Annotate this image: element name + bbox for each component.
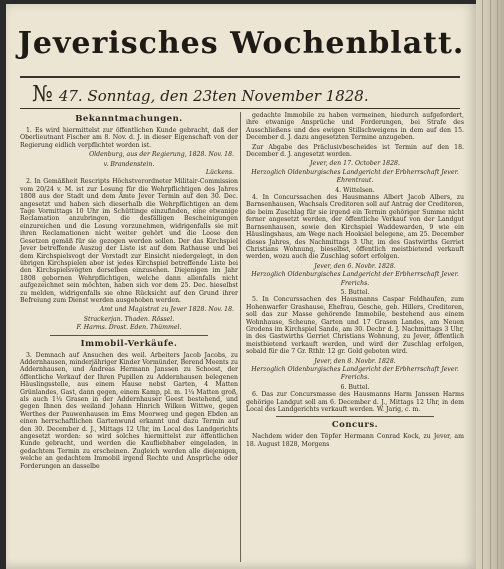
notice-paragraph: gedachte Immobile zu haben vermeinen, hiedurch aufgefordert, ihre etwanige Ansprüche und Forderungen, bei Strafe des Ausschließens und des ewigen Stillschweigens in dem auf den 15. December d. J. dazu angesetzten Termine anzugeben.	[246, 112, 464, 142]
notice-paragraph: Nachdem wider den Töpfer Hermann Conrad Kock, zu Jever, am 18. August 1828, Morgens	[246, 433, 464, 448]
page-edge	[476, 0, 504, 569]
notice-signature-name: Ehrentraut.	[336, 177, 374, 185]
right-column	[246, 112, 464, 450]
notice-paragraph: 6. Das zur Concursmasse des Hausmanns Harm Janssen Harms gehörige Landgut soll am 6. December d. J., Mittags 12 Uhr, in dem Local des Landgerichts verkauft werden. W. Jarig, c. m.	[246, 391, 464, 414]
section-heading-property-sales: Immobil-Verkäufe.	[80, 338, 178, 349]
notice-signature: Amt und Magistrat zu Jever 1828. Nov. 18.	[99, 306, 234, 314]
notice-signature-name: v. Brandenstein.	[103, 160, 155, 168]
notice-signature: Jever, den 8. Novbr. 1828.	[314, 357, 396, 365]
section-separator	[50, 335, 208, 336]
notice-signature: Oldenburg, aus der Regierung, 1828. Nov. 18.	[89, 151, 234, 159]
page-edge-line	[497, 0, 498, 569]
section-heading-announcements: Bekanntmachungen.	[75, 114, 183, 124]
page-edge-line	[490, 0, 491, 569]
issue-line	[32, 82, 462, 107]
notice-signature-name: Frerichs.	[340, 374, 370, 382]
court-name: Herzoglich Oldenburgisches Landgericht der Erbherrschaft Jever.	[251, 271, 459, 279]
issue-date: 47. Sonntag, den 23ten November 1828.	[58, 87, 369, 105]
notice-paragraph: Zur Abgabe des Präclusivbescheides ist Termin auf den 18. December d. J. angesetzt worden.	[246, 143, 464, 159]
notice-number: 5. Buttel.	[340, 288, 370, 296]
left-column	[20, 112, 238, 472]
notice-signature-name: Frerichs.	[340, 279, 370, 287]
notice-signature-name: Strackerjan. Thaden. Rössel.	[83, 315, 175, 323]
court-name: Herzoglich Oldenburgisches Landgericht der Erbherrschaft Jever.	[251, 168, 459, 176]
court-name: Herzoglich Oldenburgisches Landgericht der Erbherrschaft Jever.	[251, 366, 459, 373]
notice-number: 4. Wittelsen.	[335, 186, 375, 194]
notice-paragraph: 2. In Gemäßheit Rescripts Höchstverordneter Militair-Commission vom 20/24 v. M. ist zur Losung für die Wehrpflichtigen des Jahres 1808 aus der Stadt und dem Amte Jever Termin auf den 30. Dec. angesetzt und haben sich dieserhalb die Wehrpflichtigen an dem Tage Vormittags 10 Uhr im Schüttinge einzufinden, eine etwanige Reclamation anzubringen, die desfälligen Bescheinigungen einzureichen und die Losung vorzunehmen, widrigenfalls sie mit ihren Reclamationen nicht weiter gehört und die Loose den Gesetzen gemäß für sie gezogen werden sollen. Der das Kirchspiel Jever betreffende Auszug der Liste ist auf dem Rathause und bei dem Kirchspielsvogt der Vorstadt zur Einsicht niedergelegt, in den übrigen Kirchspielen aber ist jedes Kirchspiel betreffende Liste bei den Kirchspielsvögten derselben einzusehen. Diejenigen im Jahr 1808 gebornen Wehrpflichtigen, welche dann allenfalls nicht aufgezeichnet sein möchten, haben sich vor dem 25. Dec. hieselbst zu melden, widrigenfalls sie ohne Rücksicht auf den Grund ihrer Befreiung zum Dienst werden ausgehoben werden.	[20, 178, 238, 304]
notice-paragraph: 5. In Concurssachen des Hausmanns Caspar Feldhaufen, zum Hohenwarfer Grashause, Ehefrau, Gesche, geb. Hillers, Creditoren, soll das zur Masse gehörende Immobile, bestehend aus einem Wohnhause, Scheune, Garten und 17 Grasen Landes, am Neuen Grodens im Kirchspiel Sande, am 30. Decbr d. J. Nachmittags 3 Uhr, in des Gastwirths Gerriet Christians Wohnung, zu Jever, öffentlich meistbietend verkauft werden, und wird der Zuschlag erfolgen, sobald für die 7 Gr. Rthlr. 12 gr. Gold geboten wird.	[246, 296, 464, 356]
section-heading-bankruptcy: Concurs.	[331, 420, 379, 431]
notice-paragraph: 3. Demnach auf Ansuchen des weil. Arbeiters Jacob Jacobs, zu Addernhausen, minderjähriger Kinder Vormünder, Berend Meents zu Addernhausen, und Andreas Hermann Janssen zu Schoost, der öffentliche Verkauf der Ihren Pupillen zu Addernhausen belegenen Häuslingsstelle, aus einem Hause nebst Garten, 4 Matten Grünlandes, Gast, dann gegen, einem Kamp, pl. m. 1¼ Matten groß, als auch 1¼ Grasen in der Addernhauser Geest bestehend, und gegen Ihnen des weiland Johann Hinrich Wilken Wittwe, gegen Werthes der Pauwenhausen im Ems Moorweg und gegen Ebden an einen herrschaftlichen Gartenwund erkannt und dazu Termin auf den 30. December d. J., Mittags 12 Uhr, im Local des Landgerichts angesetzt worden: so wird solches hiermittelst zur öffentlichen Kunde gebracht, und werden die Kaufliebhaber eingeladen, in gedachtem Termin zu erscheinen. Zugleich werden alle diejenigen, welche an gedachtem Immobil irgend Rechte und Ansprüche oder Forderungen an dasselbe	[20, 351, 238, 470]
notice-signature: Jever, den 17. October 1828.	[310, 160, 400, 168]
notice-paragraph: 4. In Concurssachen des Hausmanns Albert Jacob Albers, zu Barnsenhausen, Wachsals Creditoren soll auf Antrag der Creditoren, die beim Zuschlag für sie irgend ein Termin gehöriger Summe nicht ferner angesetzt werden, der öffentliche Verkauf von der Landgut Barnsenhausen, sowie den Kirchspiel Waddewarden, 9 wie ein Häuslingshaus, am Wege nach Hooksiel belegene, am 25. December dieses Jahres, des Nachmittags 3 Uhr, im des Gastwirths Gerriet Christians Wohnung, bieselbst, öffentlich meistbietend verkauft werden, wozu auch die Zuschlag sofort erfolgen.	[246, 194, 464, 261]
masthead-rule	[20, 76, 460, 78]
newspaper-page	[6, 4, 476, 569]
masthead-title: Jeverisches Wochenblatt.	[17, 26, 465, 61]
issue-rule	[20, 108, 460, 109]
notice-number: 6. Buttel.	[340, 383, 370, 391]
notice-paragraph: 1. Es wird hiermittelst zur öffentlichen Kunde gebracht, daß der Oberlieutnant Fischer am 8. Nov. d. J. in dieser Eigenschaft von der Regierung eidlich verpflichtet worden ist.	[20, 127, 238, 149]
notice-signature-name: F. Harms. Drost. Eden. Thümmel.	[76, 324, 182, 332]
column-divider	[240, 112, 241, 562]
notice-signature: Jever, den 6. Novbr. 1828.	[314, 262, 396, 270]
page-edge-line	[482, 0, 483, 569]
number-sign: №	[32, 82, 53, 107]
notice-signature-name: Lückens.	[205, 169, 234, 177]
section-separator	[276, 416, 434, 417]
